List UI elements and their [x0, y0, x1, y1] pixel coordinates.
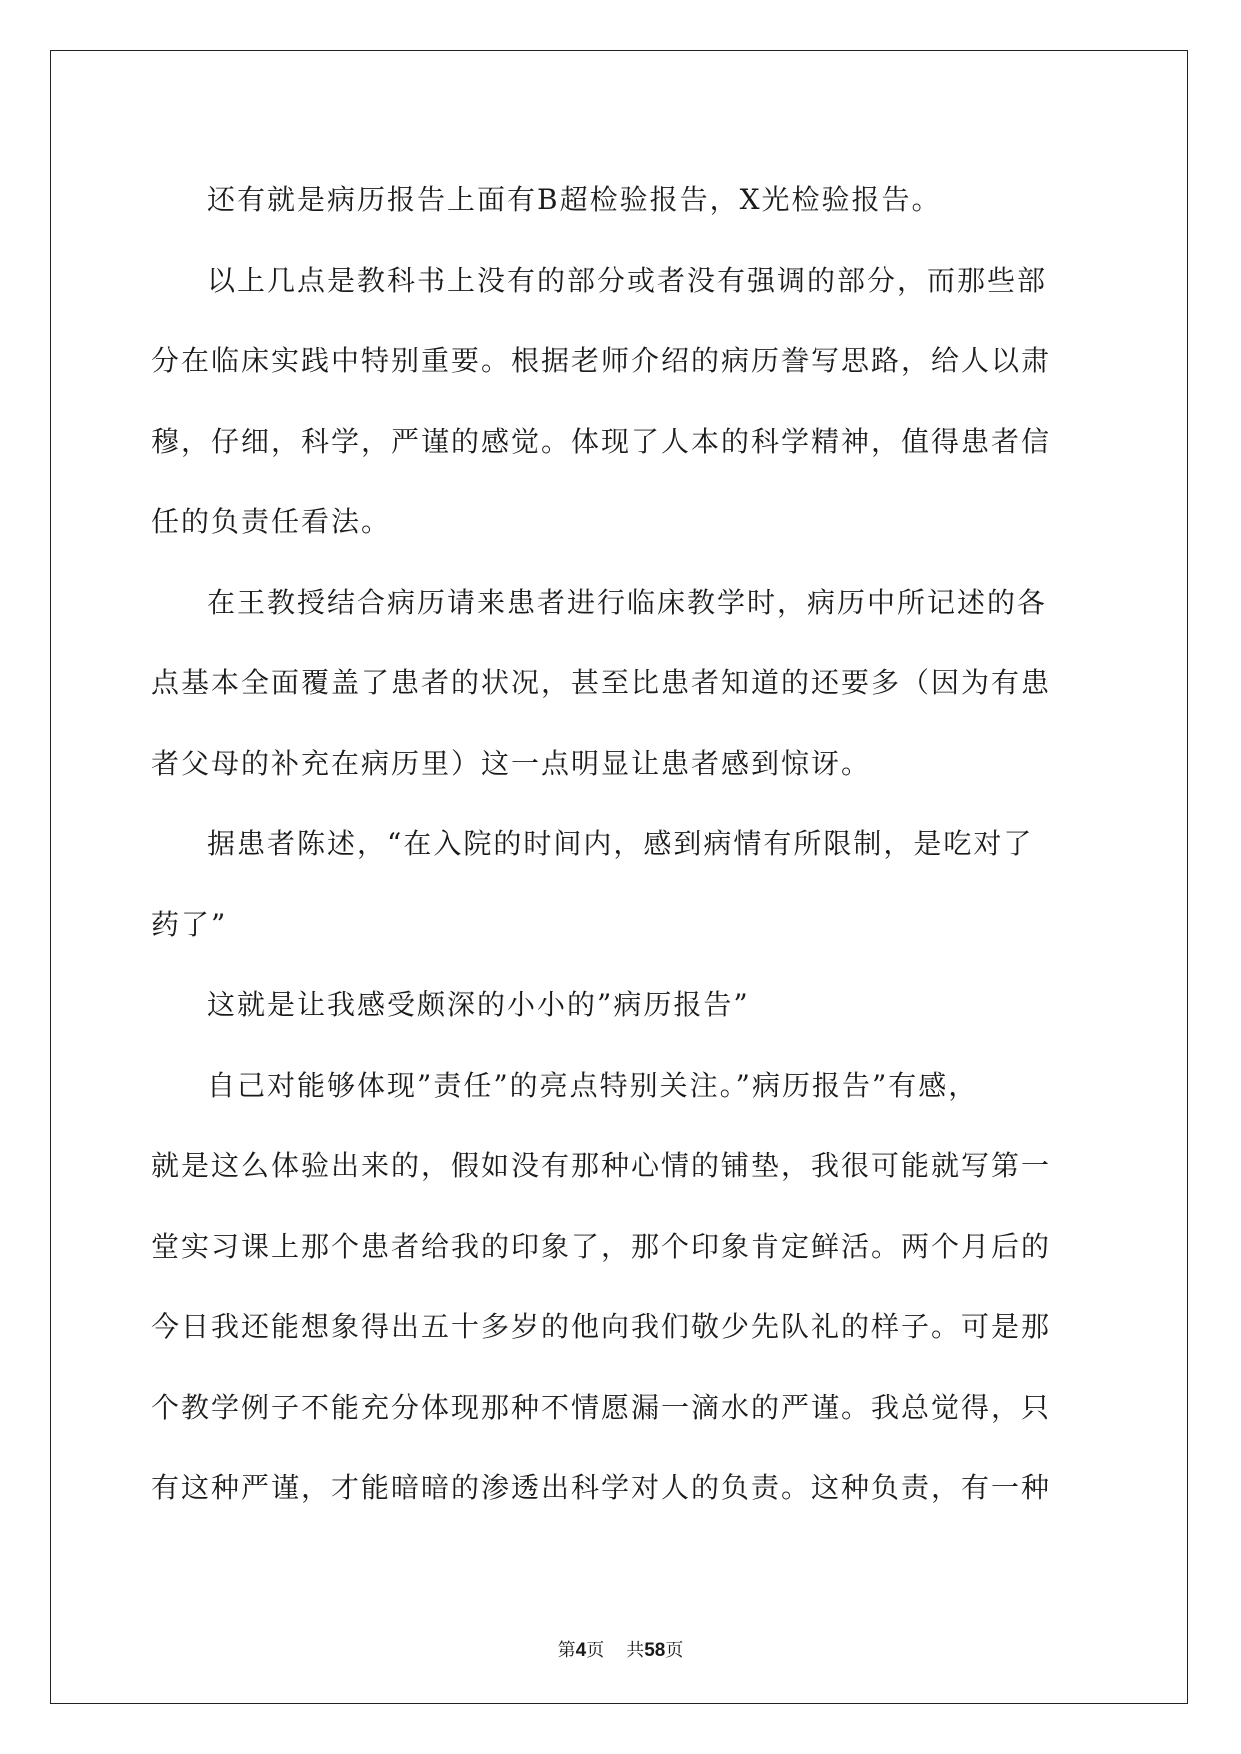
text-line: 穆，仔细，科学，严谨的感觉。体现了人本的科学精神，值得患者信: [151, 424, 1052, 458]
text-line: 自己对能够体现”责任”的亮点特别关注。”病历报告”有感，: [207, 1068, 979, 1102]
text-line: 今日我还能想象得出五十多岁的他向我们敬少先队礼的样子。可是那: [151, 1310, 1052, 1343]
text-line: 个教学例子不能充分体现那种不情愿漏一滴水的严谨。我总觉得，只: [151, 1390, 1052, 1424]
text-line: 任的负责任看法。: [151, 505, 392, 538]
page-suffix: 页: [586, 1640, 605, 1661]
page-footer: [0, 1636, 1241, 1662]
paragraph: [151, 160, 1091, 241]
text-line: 就是这么体验出来的，假如没有那种心情的铺垫，我很可能就写第一: [151, 1149, 1052, 1182]
text-line: 者父母的补充在病历里）这一点明显让患者感到惊讶。: [151, 746, 872, 780]
paragraph: [151, 241, 1091, 563]
total-pages-number: 58: [644, 1640, 666, 1661]
current-page-number: 4: [575, 1640, 587, 1661]
text-line: 在王教授结合病历请来患者进行临床教学时，病历中所记述的各: [207, 585, 1048, 619]
paragraph: [151, 965, 1091, 1046]
paragraph: [151, 1046, 1091, 1529]
text-line: 分在临床实践中特别重要。根据老师介绍的病历誊写思路，给人以肃: [151, 344, 1052, 377]
text-line: 药了”: [151, 907, 228, 941]
total-prefix: 共: [626, 1640, 645, 1661]
text-line: 还有就是病历报告上面有B超检验报告，X光检验报告。: [207, 183, 942, 216]
text-line: 堂实习课上那个患者给我的印象了，那个印象肯定鲜活。两个月后的: [151, 1229, 1052, 1263]
paragraph: [151, 804, 1091, 965]
paragraph: [151, 563, 1091, 805]
total-suffix: 页: [665, 1640, 684, 1661]
page-prefix: 第: [557, 1640, 576, 1661]
document-body: [151, 160, 1091, 1529]
text-line: 这就是让我感受颇深的小小的”病历报告”: [207, 988, 750, 1021]
text-line: 点基本全面覆盖了患者的状况，甚至比患者知道的还要多（因为有患: [151, 666, 1052, 699]
text-line: 据患者陈述，“在入院的时间内，感到病情有所限制，是吃对了: [207, 827, 1034, 860]
text-line: 以上几点是教科书上没有的部分或者没有强调的部分，而那些部: [207, 263, 1048, 297]
text-line: 有这种严谨，才能暗暗的渗透出科学对人的负责。这种负责，有一种: [151, 1471, 1052, 1504]
